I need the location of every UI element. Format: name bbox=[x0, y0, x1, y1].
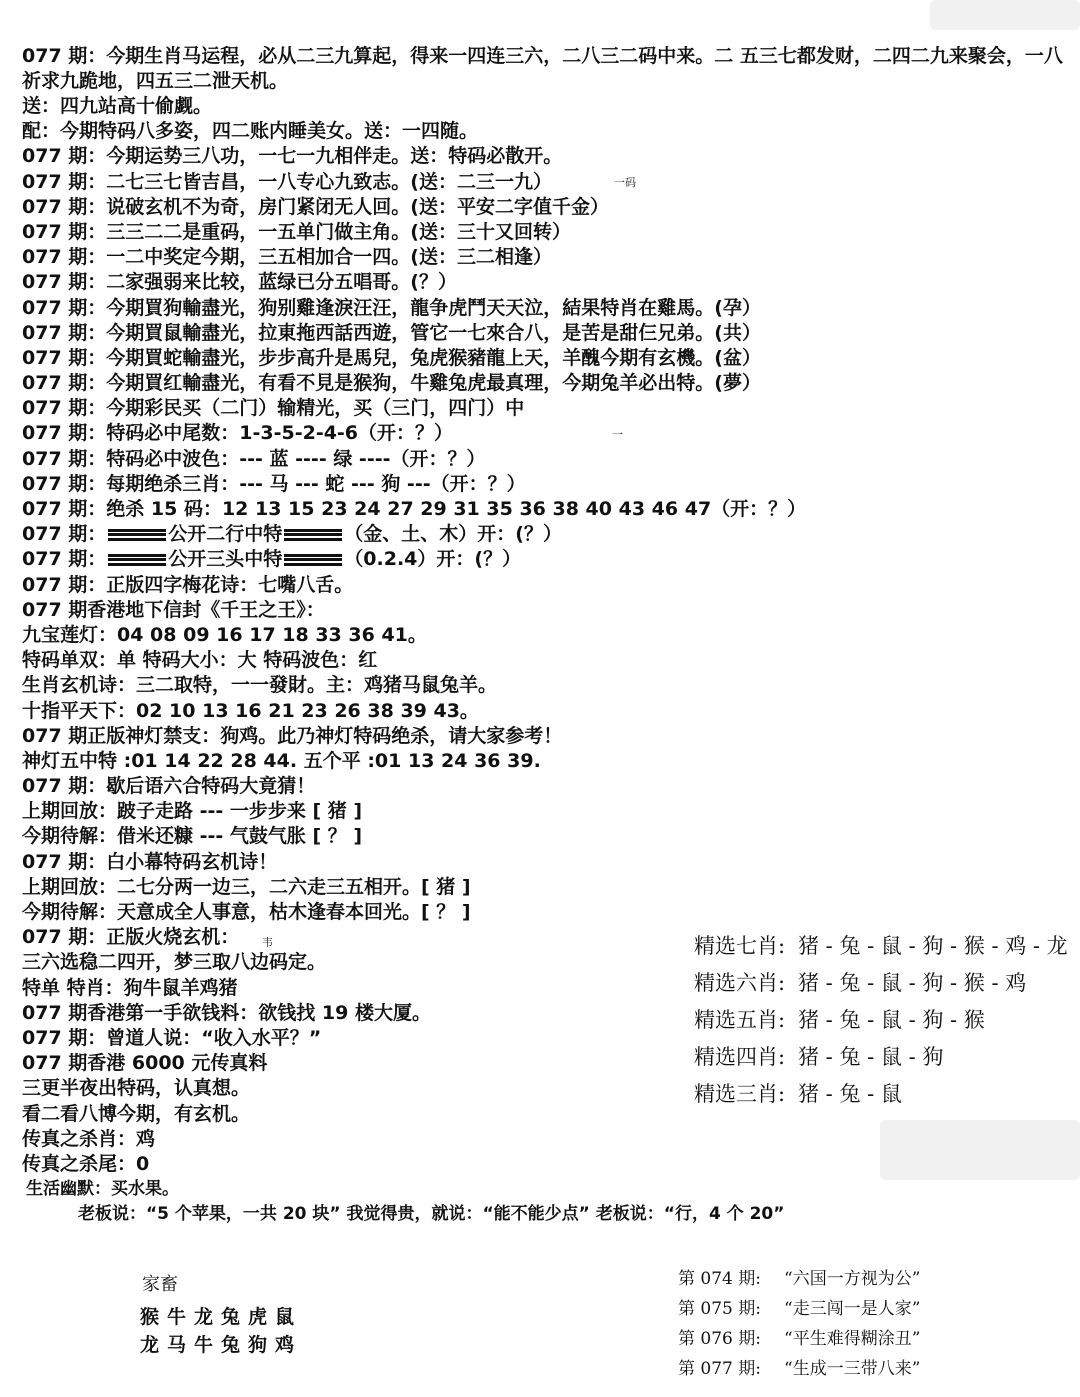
margin-note-yima: 一码 bbox=[614, 176, 636, 189]
text-line-25: 生肖玄机诗：三二取特，一一發財。主：鸡猪马鼠兔羊。 bbox=[22, 674, 498, 697]
text-line-41: 三更半夜出特码，认真想。 bbox=[22, 1077, 251, 1100]
text-line-29: 077 期：歇后语六合特码大竟猜！ bbox=[22, 775, 316, 798]
text-line-17: 077 期：每期绝杀三肖：--- 马 --- 蛇 --- 狗 ---（开：？） bbox=[22, 472, 526, 495]
selection-label: 精选五肖: bbox=[694, 1008, 786, 1032]
text-line-37: 特单 特肖：狗牛鼠羊鸡猪 bbox=[22, 976, 238, 999]
text-line-32: 077 期：白小幕特码玄机诗！ bbox=[22, 850, 278, 873]
text-line-24: 特码单双：单 特码大小：大 特码波色：红 bbox=[22, 649, 378, 672]
margin-note-wei: 韦 bbox=[262, 936, 273, 949]
triple-bar-icon bbox=[108, 529, 166, 541]
text-line-43: 传真之杀肖：鸡 bbox=[22, 1127, 156, 1150]
history-text: “平生难得糊涂丑” bbox=[784, 1329, 921, 1349]
history-row bbox=[678, 1294, 1058, 1324]
triple-bar-icon bbox=[284, 529, 342, 541]
text-line-9: 077 期：二家强弱来比较，蓝绿已分五唱哥。(？） bbox=[22, 271, 457, 294]
livestock-section bbox=[140, 1270, 340, 1358]
selection-label: 精选六肖: bbox=[694, 971, 786, 995]
text-line-12: 077 期：今期買蛇輸盡光，步步高升是馬兒，兔虎猴豬龍上天，羊醜今期有玄機。(盆） bbox=[22, 346, 761, 369]
text-line-11: 077 期：今期買鼠輸盡光，拉東拖西話西遊，管它一七來合八，是苦是甜仨兄弟。(共） bbox=[22, 321, 761, 344]
livestock-title: 家畜 bbox=[142, 1274, 178, 1295]
special-line-2-middle: 公开三头中特 bbox=[168, 548, 283, 571]
special-line-1-prefix: 077 期： bbox=[22, 523, 107, 546]
special-line-2-suffix: （0.2.4）开：(？） bbox=[344, 548, 522, 571]
text-line-8: 077 期：一二中奖定今期，三五相加合一四。(送：三二相逢） bbox=[22, 246, 552, 269]
text-line-15: 077 期：特码必中尾数：1-3-5-2-4-6（开：？） bbox=[22, 422, 454, 445]
special-line-1-suffix: （金、土、木）开：(？） bbox=[344, 523, 562, 546]
text-line-7: 077 期：三三二二是重码，一五单门做主角。(送：三十又回转） bbox=[22, 220, 571, 243]
text-line-31: 今期待解：借米还糠 --- 气鼓气胀 [ ？ ] bbox=[22, 825, 363, 848]
history-text: “走三闯一是人家” bbox=[784, 1299, 921, 1319]
humor-title: 生活幽默：买水果。 bbox=[26, 1179, 179, 1200]
text-line-3: 配：今期特码八多姿，四二账内睡美女。送：一四随。 bbox=[22, 120, 479, 143]
special-line-1-middle: 公开二行中特 bbox=[168, 523, 283, 546]
selection-seven bbox=[694, 928, 1074, 965]
margin-note-dash: 一 bbox=[612, 428, 623, 441]
text-line-22: 077 期香港地下信封《千王之王》： bbox=[22, 598, 325, 621]
history-row bbox=[678, 1264, 1058, 1294]
text-line-28: 神灯五中特 :01 14 22 28 44. 五个平 :01 13 24 36 39. bbox=[22, 749, 541, 772]
text-line-18: 077 期：绝杀 15 码：12 13 15 23 24 27 29 31 35 36 38 40 43 46 47（开：？） bbox=[22, 498, 807, 520]
scan-smudge-top-right bbox=[930, 0, 1080, 30]
text-line-23: 九宝莲灯：04 08 09 16 17 18 33 36 41。 bbox=[22, 623, 427, 646]
history-text: “生成一三带八来” bbox=[784, 1359, 921, 1379]
triple-bar-icon bbox=[108, 554, 166, 566]
selection-value: 猪 - 兔 - 鼠 - 狗 - 猴 - 鸡 bbox=[798, 971, 1027, 995]
history-issue: 第 077 期: bbox=[678, 1359, 761, 1379]
selection-label: 精选七肖: bbox=[694, 934, 786, 958]
livestock-row-1: 猴牛龙兔虎鼠 bbox=[140, 1306, 303, 1328]
special-line-three-heads bbox=[22, 547, 1068, 572]
text-line-39: 077 期：曾道人说：“收入水平？” bbox=[22, 1026, 322, 1049]
text-line-14: 077 期：今期彩民买（二门）输精光，买（三门，四门）中 bbox=[22, 397, 525, 420]
selection-label: 精选四肖: bbox=[694, 1045, 786, 1069]
text-line-26: 十指平天下：02 10 13 16 21 23 26 38 39 43。 bbox=[22, 699, 479, 722]
selection-label: 精选三肖: bbox=[694, 1082, 786, 1106]
text-line-6: 077 期：说破玄机不为奇，房门紧闭无人回。(送：平安二字值千金） bbox=[22, 195, 609, 218]
selected-zodiac-panel bbox=[694, 928, 1074, 1113]
selection-four bbox=[694, 1039, 1074, 1076]
livestock-row-2: 龙马牛兔狗鸡 bbox=[140, 1334, 303, 1356]
text-line-1: 077 期：今期生肖马运程，必从二三九算起，得来一四连三六，二八三二码中来。二 五三七都发财，二四二九来聚会，一八祈求九跪地，四五三二泄天机。 bbox=[22, 45, 1063, 93]
issue-history-list bbox=[678, 1264, 1058, 1384]
text-line-4: 077 期：今期运势三八功，一七一九相伴走。送：特码必散开。 bbox=[22, 145, 563, 168]
text-line-44: 传真之杀尾：0 bbox=[22, 1152, 150, 1175]
text-line-5: 077 期：二七三七皆吉昌，一八专心九致志。(送：二三一九） bbox=[22, 170, 552, 193]
history-row bbox=[678, 1354, 1058, 1384]
text-line-13: 077 期：今期買红輸盡光，有看不見是猴狗，牛雞兔虎最真理，今期兔羊必出特。(夢） bbox=[22, 372, 761, 395]
triple-bar-icon bbox=[284, 554, 342, 566]
text-line-16: 077 期：特码必中波色：--- 蓝 ---- 绿 ----（开：？） bbox=[22, 447, 486, 470]
text-line-38: 077 期香港第一手欲钱料：欲钱找 19 楼大厦。 bbox=[22, 1001, 431, 1024]
selection-value: 猪 - 兔 - 鼠 - 狗 - 猴 bbox=[798, 1008, 985, 1032]
text-line-42: 看二看八博今期，有玄机。 bbox=[22, 1102, 251, 1125]
text-line-2: 送：四九站高十偷觑。 bbox=[22, 95, 213, 117]
text-line-21: 077 期：正版四字梅花诗：七嘴八舌。 bbox=[22, 573, 354, 596]
humor-body: 老板说：“5 个苹果，一共 20 块” 我觉得贵，就说：“能不能少点” 老板说：“行，4 个 20” bbox=[78, 1204, 785, 1225]
history-text: “六国一方视为公” bbox=[784, 1269, 921, 1289]
text-line-30: 上期回放：跛子走路 --- 一步步来 [ 猪 ] bbox=[22, 800, 363, 823]
selection-five bbox=[694, 1002, 1074, 1039]
text-line-35: 077 期：正版火烧玄机： bbox=[22, 926, 240, 949]
selection-value: 猪 - 兔 - 鼠 bbox=[798, 1082, 902, 1106]
text-line-10: 077 期：今期買狗輸盡光，狗别雞逢淚汪汪，龍争虎鬥天天泣，結果特肖在雞馬。(孕） bbox=[22, 296, 761, 319]
text-line-34: 今期待解：天意成全人事意，枯木逢春本回光。[ ？ ] bbox=[22, 901, 471, 923]
special-line-2-prefix: 077 期： bbox=[22, 548, 107, 571]
selection-three bbox=[694, 1076, 1074, 1113]
selection-six bbox=[694, 965, 1074, 1002]
text-line-27: 077 期正版神灯禁支：狗鸡。此乃神灯特码绝杀，请大家参考！ bbox=[22, 724, 563, 747]
history-issue: 第 074 期: bbox=[678, 1269, 761, 1289]
history-issue: 第 076 期: bbox=[678, 1329, 761, 1349]
selection-value: 猪 - 兔 - 鼠 - 狗 bbox=[798, 1045, 944, 1069]
history-issue: 第 075 期: bbox=[678, 1299, 761, 1319]
text-line-40: 077 期香港 6000 元传真料 bbox=[22, 1052, 268, 1075]
special-line-five-elements bbox=[22, 522, 1068, 547]
text-line-33: 上期回放：二七分两一边三，二六走三五相开。[ 猪 ] bbox=[22, 875, 471, 898]
text-line-36: 三六选稳二四开，梦三取八边码定。 bbox=[22, 951, 327, 974]
selection-value: 猪 - 兔 - 鼠 - 狗 - 猴 - 鸡 - 龙 bbox=[798, 934, 1068, 958]
history-row bbox=[678, 1324, 1058, 1354]
